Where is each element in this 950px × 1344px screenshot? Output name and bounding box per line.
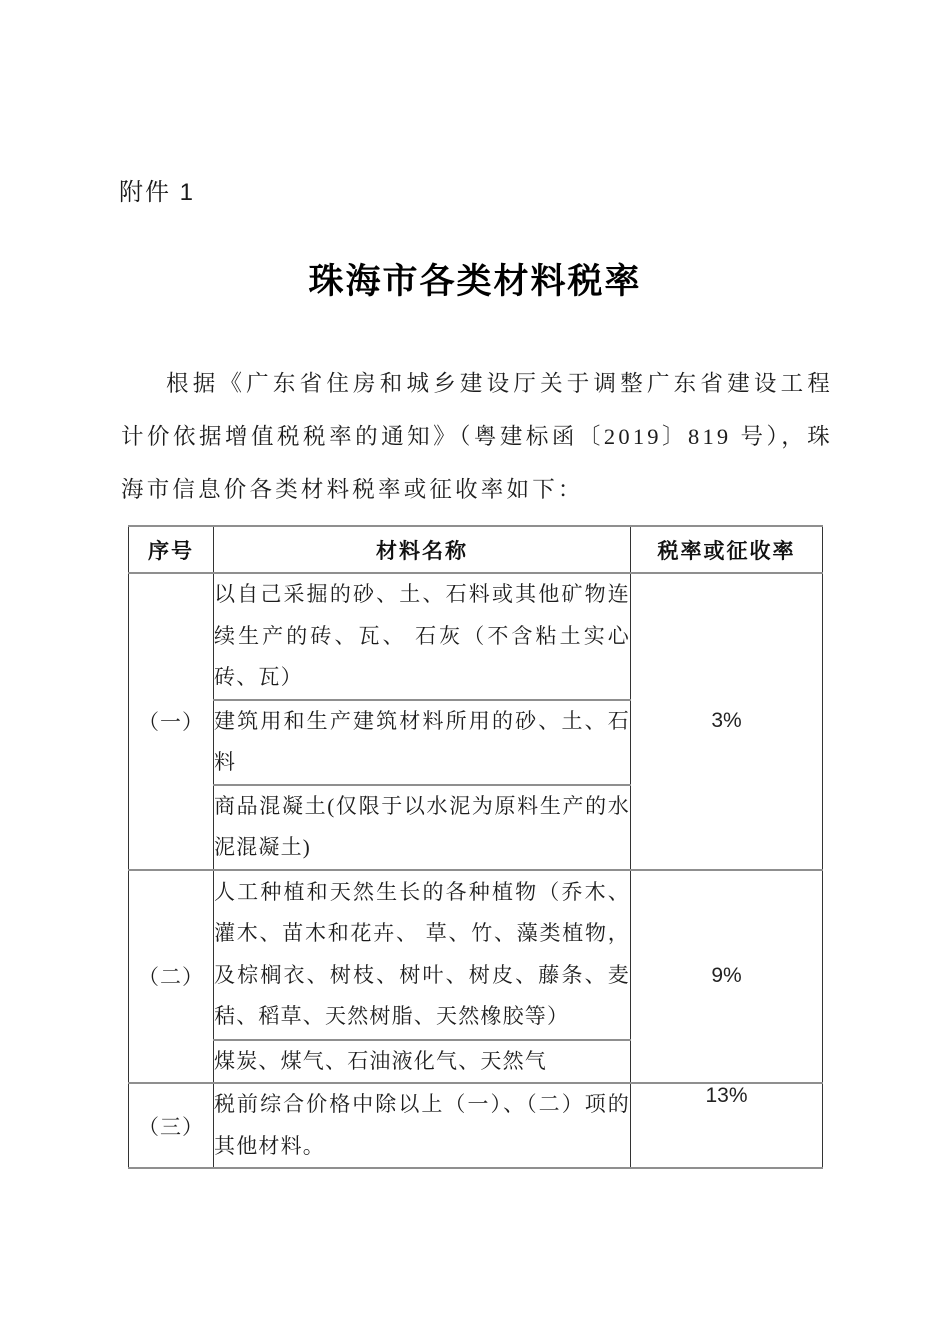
- material-cell: 人工种植和天然生长的各种植物（乔木、灌木、苗木和花卉、 草、竹、藻类植物，及棕榈衣、树枝、树叶、树皮、藤条、麦秸、稻草、天然树脂、天然橡胶等）: [214, 870, 631, 1040]
- serial-cell-group1: （一）: [129, 573, 214, 870]
- attachment-label: 附件 1: [119, 179, 196, 206]
- col-header-serial: 序号: [129, 526, 214, 573]
- table-row-group2-material1: [129, 870, 823, 1040]
- tax-rate-table: [128, 525, 823, 1169]
- serial-cell-group2: （二）: [129, 870, 214, 1084]
- col-header-rate: 税率或征收率: [631, 526, 823, 573]
- material-cell: 煤炭、煤气、石油液化气、天然气: [214, 1040, 631, 1084]
- material-cell: 建筑用和生产建筑材料所用的砂、土、石料: [214, 700, 631, 785]
- material-cell: 以自己采掘的砂、土、石料或其他矿物连续生产的砖、瓦、 石灰（不含粘土实心砖、瓦）: [214, 573, 631, 700]
- intro-paragraph: 根据《广东省住房和城乡建设厅关于调整广东省建设工程计价依据增值税税率的通知》（粤建标函〔2019〕819 号），珠海市信息价各类材料税率或征收率如下：: [121, 371, 833, 502]
- table-header-row: [129, 526, 823, 573]
- table-row-group3-material1: [129, 1083, 823, 1168]
- material-cell: 商品混凝土(仅限于以水泥为原料生产的水泥混凝土): [214, 785, 631, 870]
- rate-cell-group3: 13%: [631, 1083, 823, 1168]
- rate-cell-group2: 9%: [631, 870, 823, 1084]
- document-title: 珠海市各类材料税率: [308, 262, 642, 301]
- serial-cell-group3: （三）: [129, 1083, 214, 1168]
- material-cell: 税前综合价格中除以上（一）、（二）项的其他材料。: [214, 1083, 631, 1168]
- table-row-group1-material1: [129, 573, 823, 700]
- rate-cell-group1: 3%: [631, 573, 823, 870]
- col-header-material: 材料名称: [214, 526, 631, 573]
